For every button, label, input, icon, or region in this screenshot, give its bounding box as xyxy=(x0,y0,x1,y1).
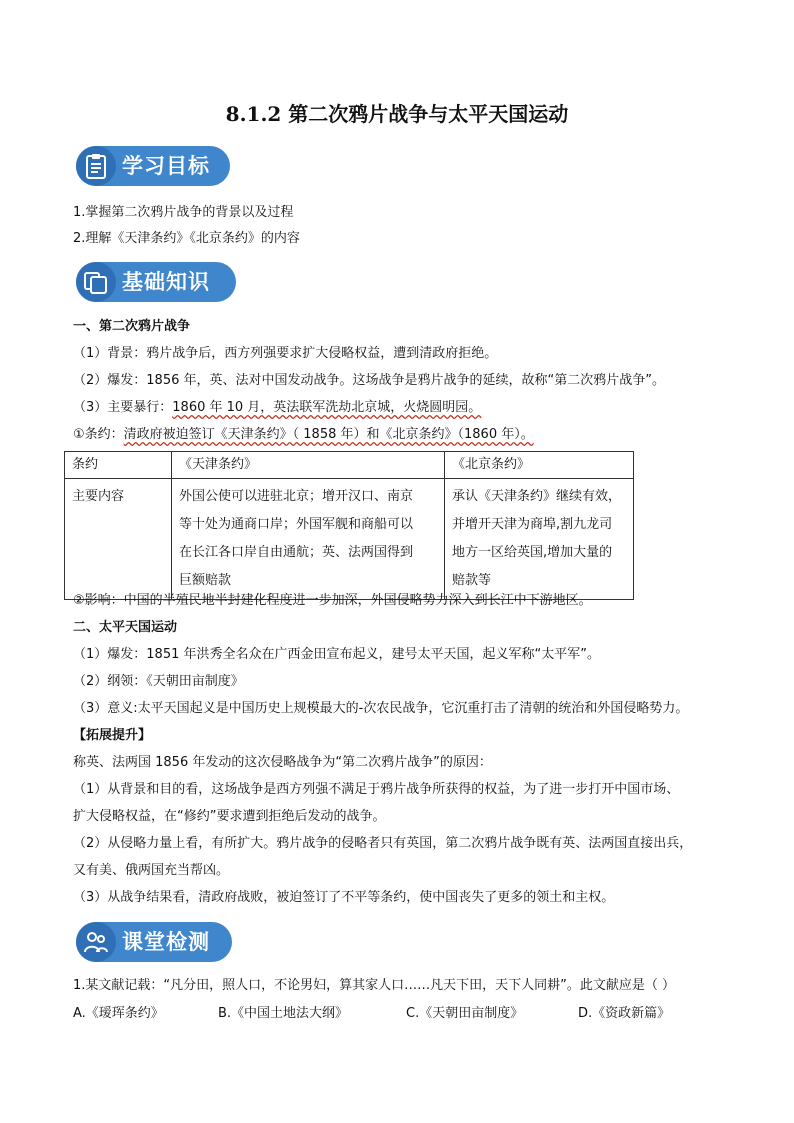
paragraph xyxy=(73,399,481,417)
section-heading: 【拓展提升】 xyxy=(73,728,152,743)
section-heading: 一、第二次鸦片战争 xyxy=(73,319,191,334)
clipboard-icon xyxy=(82,152,110,180)
cell-line: 赔款等 xyxy=(452,573,492,588)
paragraph: 称英、法两国 1856 年发动的这次侵略战争为“第二次鸦片战争”的原因： xyxy=(73,755,492,770)
table-header-cell: 《天津条约》 xyxy=(172,452,445,479)
section-banner-check xyxy=(76,922,232,962)
cell-line: 巨额赔款 xyxy=(179,573,232,588)
paragraph: （2）纲领：《天朝田亩制度》 xyxy=(73,674,244,689)
paragraph: （3）从战争结果看，清政府战败，被迫签订了不平等条约，使中国丧失了更多的领土和主权。 xyxy=(73,890,615,905)
paragraph xyxy=(73,426,534,444)
cell-line: 外国公使可以进驻北京；增开汉口、南京 xyxy=(179,489,414,504)
table-header-cell: 《北京条约》 xyxy=(445,452,634,479)
students-icon xyxy=(82,928,110,956)
cell-line: 承认《天津条约》继续有效， xyxy=(452,489,622,504)
quiz-question: 1.某文献记载：“凡分田，照人口，不论男妇，算其家人口……凡天下田，天下人同耕”。此文献应是（ ） xyxy=(73,978,676,993)
paragraph: （1）背景：鸦片战争后，西方列强要求扩大侵略权益，遭到清政府拒绝。 xyxy=(73,346,498,361)
marked-text: 1860 年 10 月，英法联军洗劫北京城，火烧圆明园。 xyxy=(172,400,482,415)
section-label: 学习目标 xyxy=(122,154,210,178)
paragraph-prefix: ①条约： xyxy=(73,427,124,442)
section-banner-goals xyxy=(76,146,230,186)
paragraph: 扩大侵略权益，在“修约”要求遭到拒绝后发动的战争。 xyxy=(73,809,386,824)
table-header-cell: 条约 xyxy=(65,452,172,479)
section-label: 课堂检测 xyxy=(122,930,210,954)
quiz-option-c: C.《天朝田亩制度》 xyxy=(406,1006,524,1021)
table-cell xyxy=(445,479,634,600)
paragraph: 又有美、俄两国充当帮凶。 xyxy=(73,863,230,878)
table-row xyxy=(65,452,634,479)
paragraph: （1）爆发：1851 年洪秀全名众在广西金田宣布起义，建号太平天国，起义军称“太平军”。 xyxy=(73,647,600,662)
quiz-option-a: A.《瑷珲条约》 xyxy=(73,1006,164,1021)
marked-text: 清政府被迫签订《天津条约》（ 1858 年）和《北京条约》（1860 年）。 xyxy=(123,427,534,442)
treaty-table xyxy=(64,451,634,600)
cell-line: 并增开天津为商埠,割九龙司 xyxy=(452,517,613,532)
goal-item: 2.理解《天津条约》《北京条约》的内容 xyxy=(73,231,300,246)
quiz-option-d: D.《资政新篇》 xyxy=(578,1006,671,1021)
paragraph: （1）从背景和目的看，这场战争是西方列强不满足于鸦片战争所获得的权益，为了进一步打开中国市场、 xyxy=(73,782,680,797)
table-cell: 主要内容 xyxy=(65,479,172,600)
documents-icon xyxy=(82,268,110,296)
paragraph: （3）意义:太平天国起义是中国历史上规模最大的-次农民战争，它沉重打击了清朝的统治和外国侵略势力。 xyxy=(73,701,689,716)
cell-line: 在长江各口岸自由通航；英、法两国得到 xyxy=(179,545,414,560)
table-cell xyxy=(172,479,445,600)
paragraph-prefix: （3）主要暴行： xyxy=(73,400,173,415)
cell-line: 地方一区给英国,增加大量的 xyxy=(452,545,613,560)
goal-item: 1.掌握第二次鸦片战争的背景以及过程 xyxy=(73,205,294,220)
table-row xyxy=(65,479,634,600)
paragraph: （2）爆发：1856 年，英、法对中国发动战争。这场战争是鸦片战争的延续，故称“第二次鸦片战争”。 xyxy=(73,373,665,388)
section-label: 基础知识 xyxy=(122,270,210,294)
section-heading: 二、太平天国运动 xyxy=(73,620,178,635)
paragraph: ②影响：中国的半殖民地半封建化程度进一步加深，外国侵略势力深入到长江中下游地区。 xyxy=(73,593,592,608)
quiz-option-b: B.《中国土地法大纲》 xyxy=(218,1006,349,1021)
page-title: 8.1.2 第二次鸦片战争与太平天国运动 xyxy=(225,102,569,126)
paragraph: （2）从侵略力量上看，有所扩大。鸦片战争的侵略者只有英国，第二次鸦片战争既有英、法两国直接出兵， xyxy=(73,836,693,851)
cell-line: 等十处为通商口岸；外国军舰和商船可以 xyxy=(179,517,414,532)
section-banner-basics xyxy=(76,262,236,302)
